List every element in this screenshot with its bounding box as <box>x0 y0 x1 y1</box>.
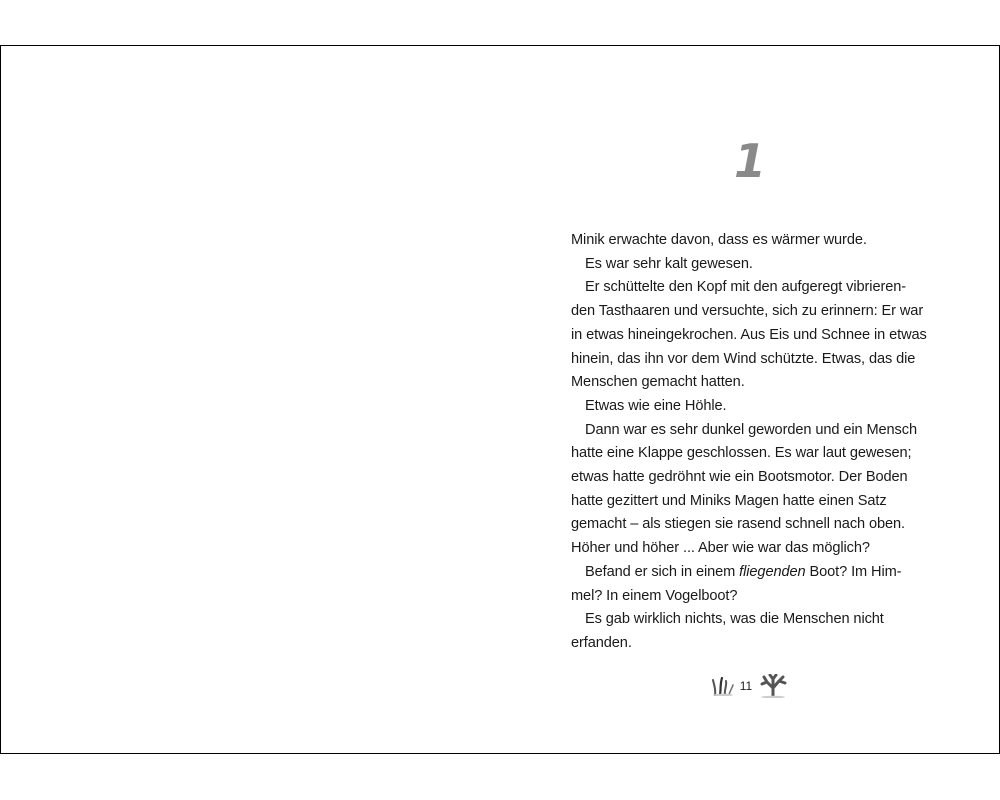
chapter-number: 1 <box>733 134 766 188</box>
text-line: Etwas wie eine Höhle. <box>585 397 727 414</box>
text-line: Es war sehr kalt gewesen. <box>585 255 753 272</box>
right-page <box>500 46 1000 753</box>
text-line: Es gab wirklich nichts, was die Menschen nicht <box>585 611 884 628</box>
coral-icon <box>758 674 788 698</box>
page-number: 11 <box>739 679 753 693</box>
page-folio <box>500 666 1000 706</box>
text-line: in etwas hineingekrochen. Aus Eis und Schnee in etwas <box>571 326 927 343</box>
text-line: etwas hatte gedröhnt wie ein Bootsmotor. Der Boden <box>571 469 908 486</box>
text-line: Minik erwachte davon, dass es wärmer wurde. <box>571 232 867 248</box>
text-line: mel? In einem Vogelboot? <box>571 587 738 604</box>
text-segment: Befand er sich in einem <box>585 563 740 580</box>
text-line: Er schüttelte den Kopf mit den aufgeregt vibrieren- <box>585 279 907 296</box>
text-line: hatte gezittert und Miniks Magen hatte einen Satz <box>571 492 887 509</box>
emphasized-word: fliegenden <box>739 563 806 580</box>
text-line: Dann war es sehr dunkel geworden und ein Mensch <box>585 421 917 438</box>
text-line: den Tasthaaren und versuchte, sich zu erinnern: Er war <box>571 303 924 320</box>
left-page <box>0 46 501 753</box>
book-spread <box>0 45 1000 754</box>
seaweed-icon <box>712 676 734 696</box>
text-line: gemacht – als stiegen sie rasend schnell nach oben. <box>571 516 906 533</box>
text-line: hatte eine Klappe geschlossen. Es war laut gewesen; <box>571 445 912 462</box>
body-text <box>571 229 941 656</box>
text-line: Menschen gemacht hatten. <box>571 374 745 391</box>
text-line: Höher und höher ... Aber wie war das möglich? <box>571 540 870 557</box>
text-line: erfanden. <box>571 634 632 651</box>
text-line: hinein, das ihn vor dem Wind schützte. Etwas, das die <box>571 350 916 367</box>
text-line-with-emphasis <box>571 561 941 585</box>
text-segment: Boot? Im Him- <box>805 563 902 580</box>
